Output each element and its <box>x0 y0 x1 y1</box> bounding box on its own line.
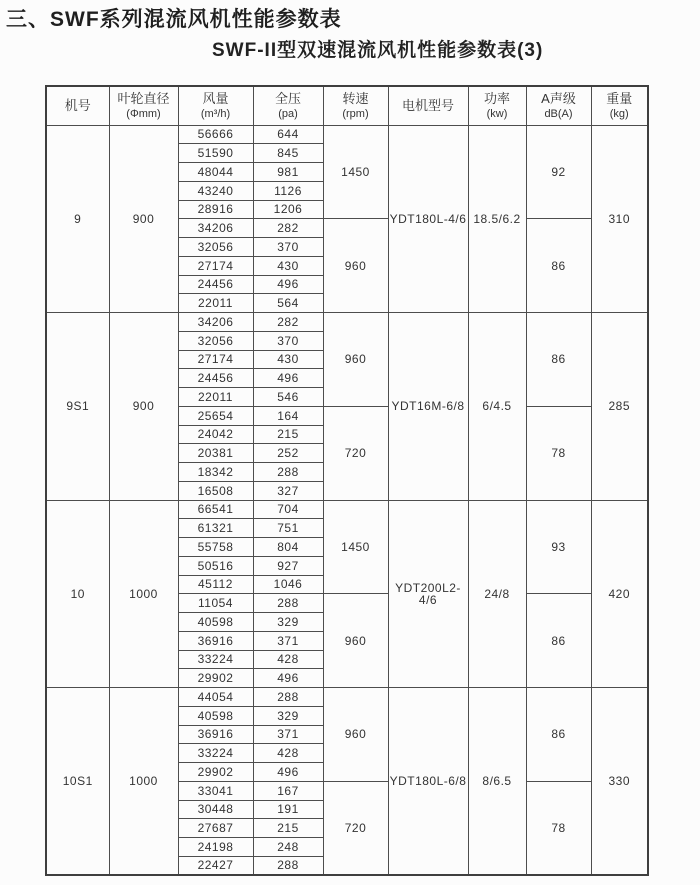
column-header <box>591 86 648 125</box>
total-pressure-cell: 496 <box>253 369 323 388</box>
air-volume-cell: 34206 <box>178 219 253 238</box>
sound-level-cell: 78 <box>526 406 591 500</box>
air-volume-cell: 66541 <box>178 500 253 519</box>
total-pressure-cell: 430 <box>253 256 323 275</box>
air-volume-cell: 20381 <box>178 444 253 463</box>
weight-cell: 420 <box>591 500 648 688</box>
air-volume-cell: 29902 <box>178 763 253 782</box>
column-header-label: 机号 <box>64 97 91 113</box>
air-volume-cell: 33041 <box>178 781 253 800</box>
column-header-unit: dB(A) <box>544 107 573 120</box>
air-volume-cell: 30448 <box>178 800 253 819</box>
air-volume-cell: 16508 <box>178 481 253 500</box>
machine-no-cell: 10S1 <box>46 688 109 876</box>
page-title: 三、SWF系列混流风机性能参数表 <box>6 8 342 31</box>
column-header <box>253 86 323 125</box>
impeller-diameter-cell: 1000 <box>109 688 178 876</box>
air-volume-cell: 33224 <box>178 744 253 763</box>
column-header-unit: (m³/h) <box>200 107 231 120</box>
total-pressure-cell: 329 <box>253 706 323 725</box>
total-pressure-cell: 288 <box>253 688 323 707</box>
column-header-unit: (kg) <box>609 107 629 120</box>
total-pressure-cell: 370 <box>253 331 323 350</box>
rpm-cell: 720 <box>323 781 388 875</box>
column-header-text <box>47 87 109 125</box>
column-header-label: 转速 <box>342 90 369 106</box>
total-pressure-cell: 215 <box>253 425 323 444</box>
table-body <box>46 125 648 875</box>
air-volume-cell: 11054 <box>178 594 253 613</box>
power-cell: 18.5/6.2 <box>468 125 526 313</box>
column-header <box>468 86 526 125</box>
total-pressure-cell: 927 <box>253 556 323 575</box>
impeller-diameter-cell: 1000 <box>109 500 178 688</box>
air-volume-cell: 48044 <box>178 163 253 182</box>
column-header-label: 风量 <box>202 90 229 106</box>
total-pressure-cell: 1206 <box>253 200 323 219</box>
total-pressure-cell: 496 <box>253 669 323 688</box>
air-volume-cell: 44054 <box>178 688 253 707</box>
total-pressure-cell: 428 <box>253 744 323 763</box>
sound-level-cell: 78 <box>526 781 591 875</box>
rpm-cell: 1450 <box>323 125 388 219</box>
column-header-unit: (pa) <box>278 107 298 120</box>
column-header-text <box>179 87 253 125</box>
air-volume-cell: 25654 <box>178 406 253 425</box>
column-header-text <box>527 87 591 125</box>
total-pressure-cell: 252 <box>253 444 323 463</box>
total-pressure-cell: 704 <box>253 500 323 519</box>
air-volume-cell: 40598 <box>178 706 253 725</box>
total-pressure-cell: 371 <box>253 631 323 650</box>
total-pressure-cell: 430 <box>253 350 323 369</box>
total-pressure-cell: 496 <box>253 763 323 782</box>
column-header <box>526 86 591 125</box>
header-row <box>46 86 648 125</box>
sound-level-cell: 92 <box>526 125 591 219</box>
rpm-cell: 720 <box>323 406 388 500</box>
motor-model-cell: YDT180L-6/8 <box>388 688 468 876</box>
column-header-text <box>592 87 648 125</box>
air-volume-cell: 22011 <box>178 294 253 313</box>
air-volume-cell: 56666 <box>178 125 253 144</box>
air-volume-cell: 36916 <box>178 725 253 744</box>
total-pressure-cell: 215 <box>253 819 323 838</box>
column-header-label: 全压 <box>274 90 301 106</box>
power-cell: 24/8 <box>468 500 526 688</box>
air-volume-cell: 22427 <box>178 856 253 875</box>
air-volume-cell: 24456 <box>178 275 253 294</box>
column-header-text <box>110 87 178 125</box>
column-header-label: 重量 <box>606 90 633 106</box>
sound-level-cell: 86 <box>526 313 591 407</box>
column-header-unit: (Φmm) <box>126 107 161 120</box>
total-pressure-cell: 564 <box>253 294 323 313</box>
air-volume-cell: 33224 <box>178 650 253 669</box>
total-pressure-cell: 282 <box>253 313 323 332</box>
column-header-text <box>324 87 388 125</box>
total-pressure-cell: 248 <box>253 838 323 857</box>
rpm-cell: 960 <box>323 313 388 407</box>
column-header-label: 功率 <box>483 90 510 106</box>
table-row <box>46 500 648 519</box>
total-pressure-cell: 282 <box>253 219 323 238</box>
power-cell: 8/6.5 <box>468 688 526 876</box>
air-volume-cell: 28916 <box>178 200 253 219</box>
column-header-label: A声级 <box>541 90 576 106</box>
page-subtitle: SWF-II型双速混流风机性能参数表(3) <box>212 40 544 61</box>
total-pressure-cell: 644 <box>253 125 323 144</box>
column-header-unit: (kw) <box>486 107 508 120</box>
air-volume-cell: 24456 <box>178 369 253 388</box>
table-row <box>46 313 648 332</box>
sound-level-cell: 86 <box>526 688 591 782</box>
column-header-text <box>254 87 323 125</box>
air-volume-cell: 43240 <box>178 181 253 200</box>
air-volume-cell: 22011 <box>178 388 253 407</box>
weight-cell: 330 <box>591 688 648 876</box>
column-header <box>46 86 109 125</box>
air-volume-cell: 40598 <box>178 613 253 632</box>
column-header-label: 叶轮直径 <box>117 90 170 106</box>
air-volume-cell: 55758 <box>178 538 253 557</box>
air-volume-cell: 29902 <box>178 669 253 688</box>
air-volume-cell: 27174 <box>178 350 253 369</box>
total-pressure-cell: 288 <box>253 594 323 613</box>
impeller-diameter-cell: 900 <box>109 313 178 501</box>
machine-no-cell: 9 <box>46 125 109 313</box>
total-pressure-cell: 1126 <box>253 181 323 200</box>
air-volume-cell: 24042 <box>178 425 253 444</box>
column-header <box>323 86 388 125</box>
total-pressure-cell: 370 <box>253 238 323 257</box>
total-pressure-cell: 496 <box>253 275 323 294</box>
sound-level-cell: 86 <box>526 594 591 688</box>
air-volume-cell: 36916 <box>178 631 253 650</box>
air-volume-cell: 32056 <box>178 238 253 257</box>
rpm-cell: 960 <box>323 594 388 688</box>
air-volume-cell: 45112 <box>178 575 253 594</box>
motor-model-cell: YDT16M-6/8 <box>388 313 468 501</box>
impeller-diameter-cell: 900 <box>109 125 178 313</box>
column-header-text <box>469 87 526 125</box>
weight-cell: 310 <box>591 125 648 313</box>
rpm-cell: 960 <box>323 219 388 313</box>
total-pressure-cell: 428 <box>253 650 323 669</box>
total-pressure-cell: 288 <box>253 856 323 875</box>
sound-level-cell: 86 <box>526 219 591 313</box>
column-header-text <box>389 87 468 125</box>
air-volume-cell: 24198 <box>178 838 253 857</box>
total-pressure-cell: 288 <box>253 463 323 482</box>
table-row <box>46 125 648 144</box>
air-volume-cell: 34206 <box>178 313 253 332</box>
total-pressure-cell: 751 <box>253 519 323 538</box>
machine-no-cell: 10 <box>46 500 109 688</box>
air-volume-cell: 51590 <box>178 144 253 163</box>
air-volume-cell: 27687 <box>178 819 253 838</box>
total-pressure-cell: 981 <box>253 163 323 182</box>
air-volume-cell: 27174 <box>178 256 253 275</box>
total-pressure-cell: 804 <box>253 538 323 557</box>
rpm-cell: 960 <box>323 688 388 782</box>
total-pressure-cell: 1046 <box>253 575 323 594</box>
total-pressure-cell: 327 <box>253 481 323 500</box>
rpm-cell: 1450 <box>323 500 388 594</box>
motor-model-cell: YDT180L-4/6 <box>388 125 468 313</box>
total-pressure-cell: 371 <box>253 725 323 744</box>
total-pressure-cell: 167 <box>253 781 323 800</box>
column-header-unit: (rpm) <box>342 107 369 120</box>
air-volume-cell: 18342 <box>178 463 253 482</box>
column-header <box>388 86 468 125</box>
air-volume-cell: 32056 <box>178 331 253 350</box>
table-header <box>46 86 648 125</box>
total-pressure-cell: 191 <box>253 800 323 819</box>
air-volume-cell: 61321 <box>178 519 253 538</box>
column-header-label: 电机型号 <box>401 97 454 113</box>
table-row <box>46 688 648 707</box>
power-cell: 6/4.5 <box>468 313 526 501</box>
total-pressure-cell: 164 <box>253 406 323 425</box>
sound-level-cell: 93 <box>526 500 591 594</box>
weight-cell: 285 <box>591 313 648 501</box>
total-pressure-cell: 845 <box>253 144 323 163</box>
machine-no-cell: 9S1 <box>46 313 109 501</box>
total-pressure-cell: 546 <box>253 388 323 407</box>
column-header <box>178 86 253 125</box>
fan-parameter-table <box>45 85 649 876</box>
motor-model-cell: YDT200L2-4/6 <box>388 500 468 688</box>
column-header <box>109 86 178 125</box>
air-volume-cell: 50516 <box>178 556 253 575</box>
total-pressure-cell: 329 <box>253 613 323 632</box>
